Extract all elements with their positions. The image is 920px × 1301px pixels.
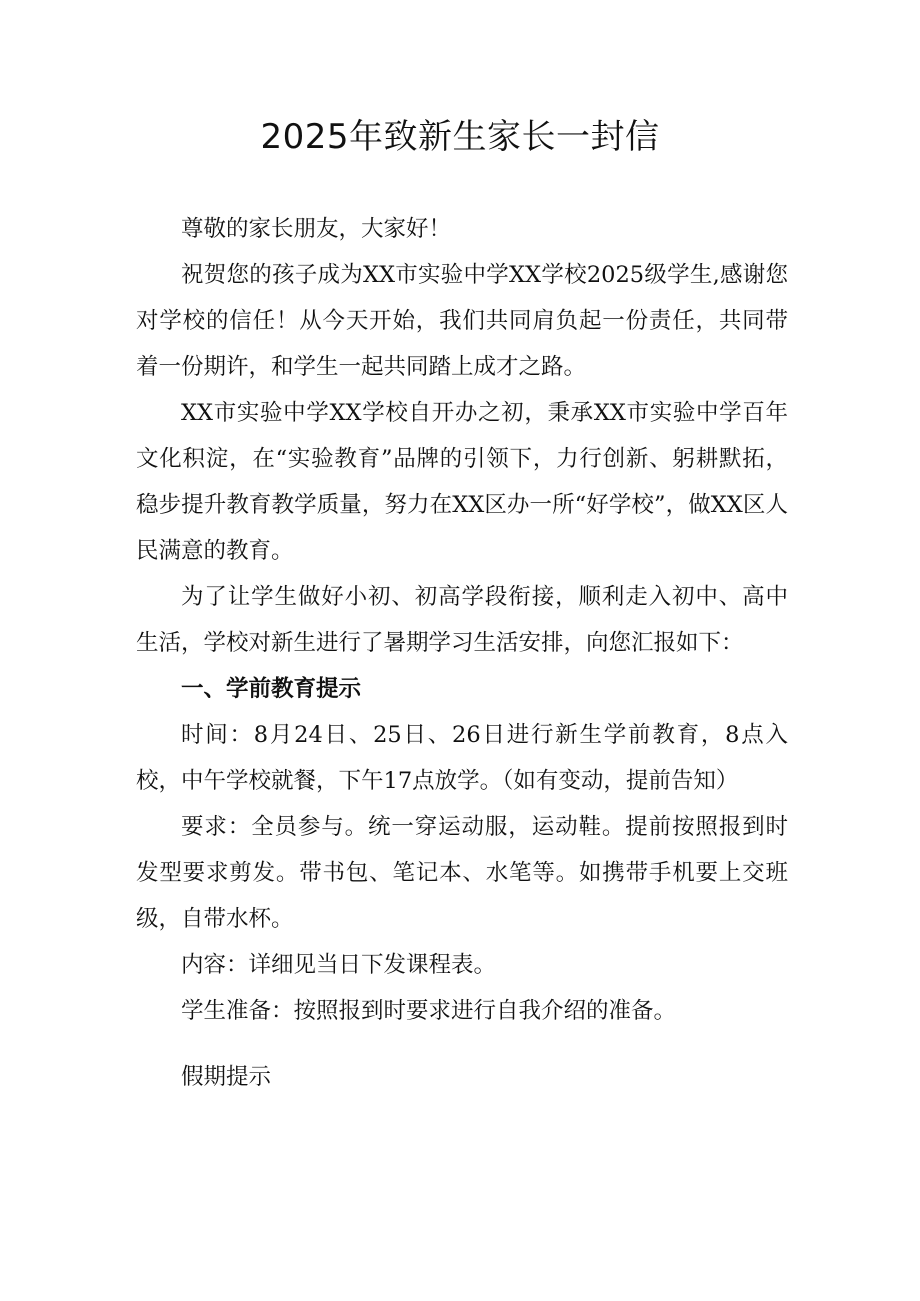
document-title: 2025年致新生家长一封信	[260, 117, 660, 157]
section-heading-preschool-education: 一、学前教育提示	[181, 676, 362, 702]
paragraph-preparation: 学生准备：按照报到时要求进行自我介绍的准备。	[181, 998, 677, 1024]
paragraph-requirements: 要求：全员参与。统一穿运动服，运动鞋。提前按照报到时发型要求剪发。带书包、笔记本、水笔等。如携带手机要上交班级，自带水杯。	[136, 814, 788, 932]
paragraph-school-intro: XX市实验中学XX学校自开办之初，秉承XX市实验中学百年文化积淀，在“实验教育”品牌的引领下，力行创新、躬耕默拓，稳步提升教育教学质量，努力在XX区办一所“好学校”，做XX区人民满意的教育。	[136, 400, 788, 564]
paragraph-summer-arrangement: 为了让学生做好小初、初高学段衔接，顺利走入初中、高中生活，学校对新生进行了暑期学习生活安排，向您汇报如下：	[136, 584, 788, 656]
section-heading-holiday-tips: 假期提示	[181, 1064, 272, 1090]
greeting: 尊敬的家长朋友，大家好！	[181, 216, 452, 242]
paragraph-time: 时间：8月24日、25日、26日进行新生学前教育，8点入校，中午学校就餐，下午17点放学。（如有变动，提前告知）	[136, 722, 788, 794]
section-spacer	[136, 1034, 788, 1054]
letter-body	[136, 206, 788, 1100]
paragraph-congratulations: 祝贺您的孩子成为XX市实验中学XX学校2025级学生,感谢您对学校的信任！从今天开始，我们共同肩负起一份责任，共同带着一份期许，和学生一起共同踏上成才之路。	[136, 262, 788, 380]
paragraph-content: 内容：详细见当日下发课程表。	[181, 952, 497, 978]
